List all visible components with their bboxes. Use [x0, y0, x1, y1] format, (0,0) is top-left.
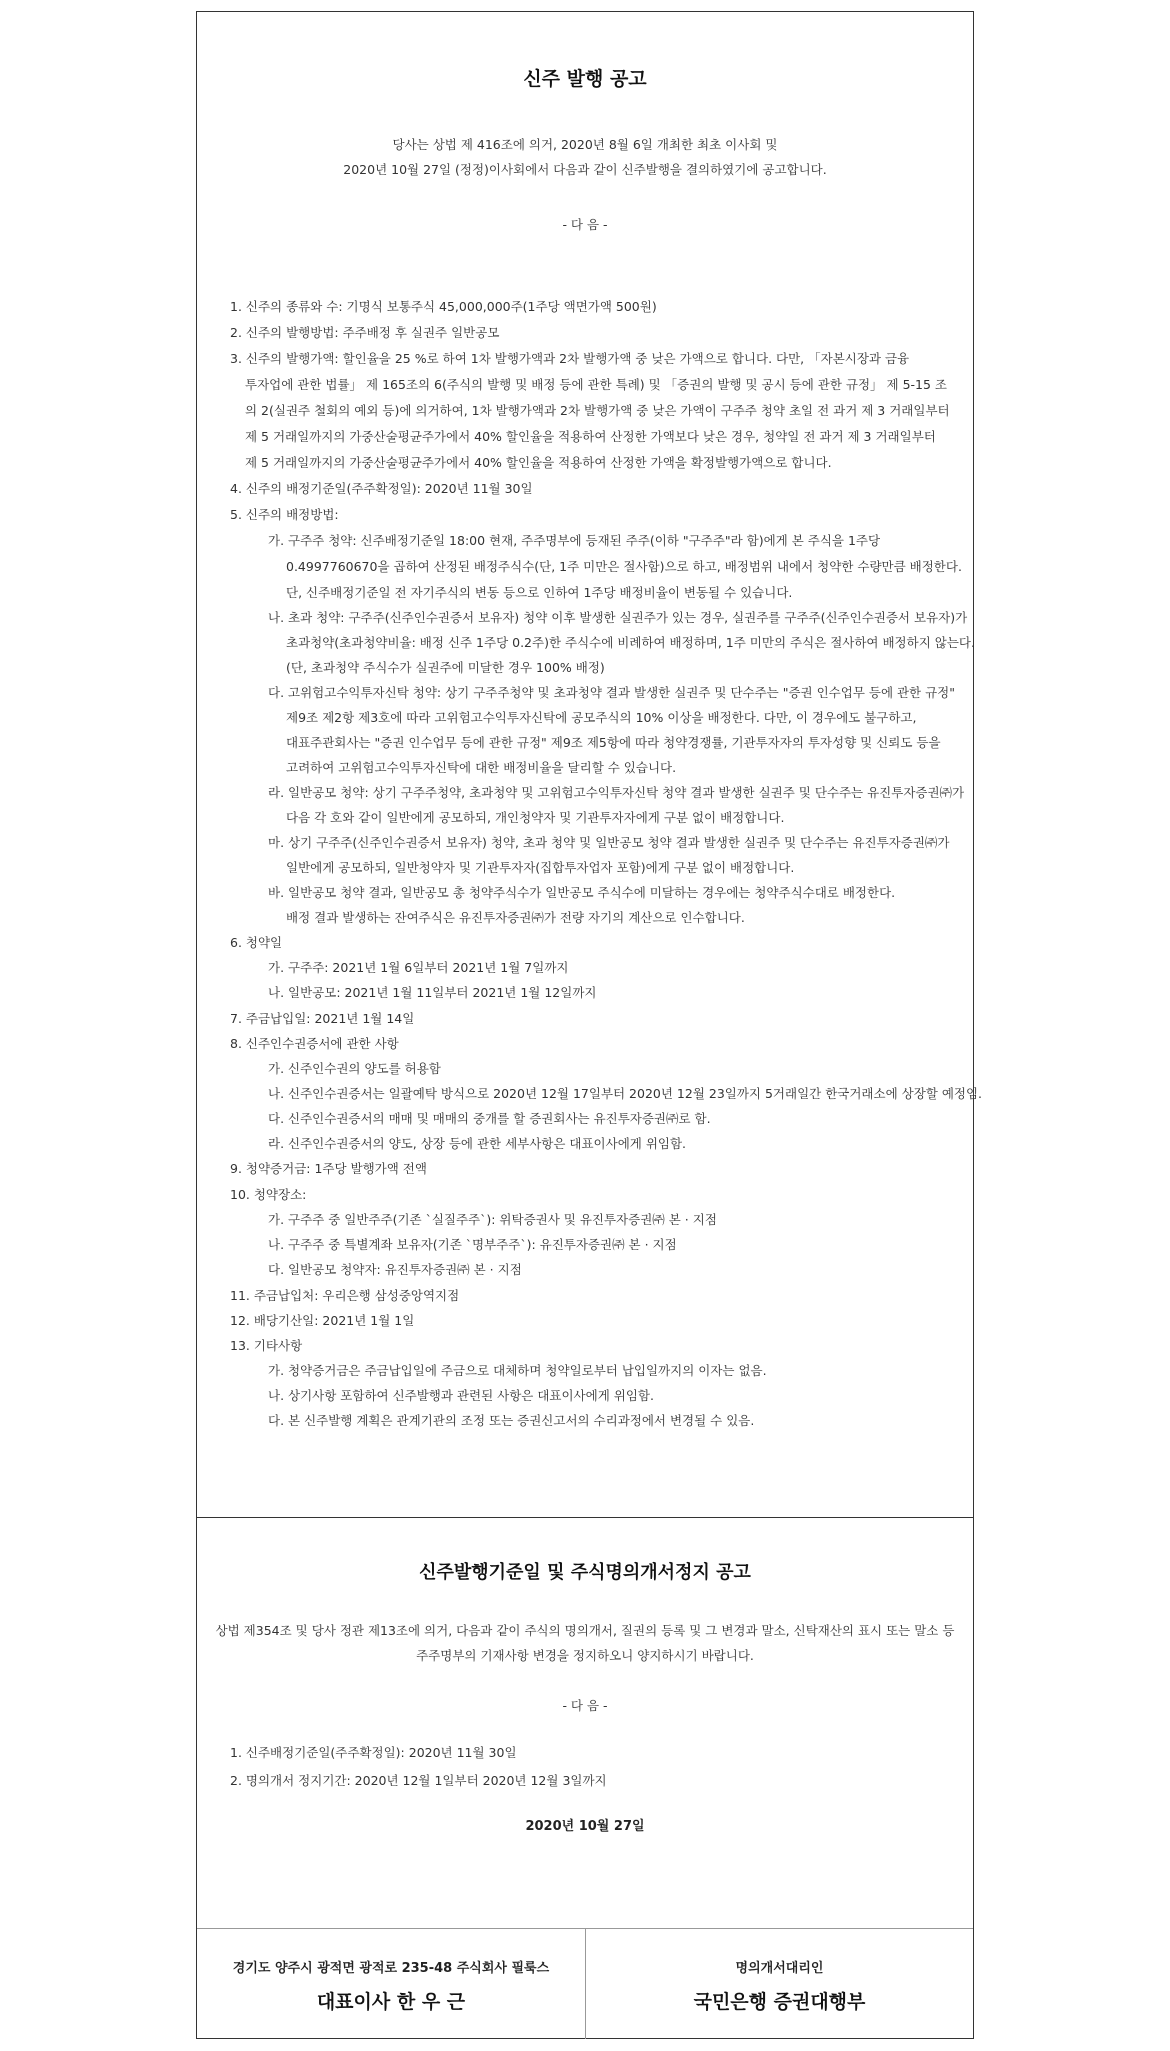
notice-item-line: 나. 일반공모: 2021년 1월 11일부터 2021년 1월 12일까지: [268, 985, 597, 1000]
new-share-issue-notice: [197, 12, 983, 1518]
notice-item-line: 다. 신주인수권증서의 매매 및 매매의 중개를 할 증권회사는 유진투자증권㈜로 함.: [268, 1111, 711, 1126]
agent-name: 국민은행 증권대행부: [693, 1991, 866, 2013]
notice-item-line: 1. 신주의 종류와 수: 기명식 보통주식 45,000,000주(1주당 액면가액 500원): [230, 299, 657, 314]
notice-divider: - 다 음 -: [562, 217, 608, 232]
notice-item-line: 7. 주금납입일: 2021년 1월 14일: [230, 1011, 415, 1026]
notice2-divider: - 다 음 -: [562, 1698, 608, 1713]
company-address: 경기도 양주시 광적면 광적로 235-48 주식회사 필룩스: [232, 1961, 550, 1976]
notice-item-line: 고려하여 고위험고수익투자신탁에 대한 배정비율을 달리할 수 있습니다.: [286, 760, 677, 775]
notice2-title: 신주발행기준일 및 주식명의개서정지 공고: [419, 1562, 751, 1583]
agent-label: 명의개서대리인: [735, 1961, 824, 1976]
notice-item-line: (단, 초과청약 주식수가 실권주에 미달한 경우 100% 배정): [286, 660, 605, 675]
notice-item-line: 배정 결과 발생하는 잔여주식은 유진투자증권㈜가 전량 자기의 계산으로 인수합니다.: [286, 910, 745, 925]
notice-item-line: 나. 신주인수권증서는 일괄예탁 방식으로 2020년 12월 17일부터 2020년 12월 23일까지 5거래일간 한국거래소에 상장할 예정임.: [268, 1086, 983, 1101]
notice-item-line: 가. 신주인수권의 양도를 허용함: [268, 1061, 441, 1076]
notice-item-line: 6. 청약일: [230, 935, 283, 950]
notice-item-line: 제9조 제2항 제3호에 따라 고위험고수익투자신탁에 공모주식의 10% 이상을 배정한다. 다만, 이 경우에도 불구하고,: [286, 710, 917, 725]
notice-item-line: 다. 고위험고수익투자신탁 청약: 상기 구주주청약 및 초과청약 결과 발생한 실권주 및 단수주는 "증권 인수업무 등에 관한 규정": [268, 685, 956, 700]
notice2-item-2: 2. 명의개서 정지기간: 2020년 12월 1일부터 2020년 12월 3일까지: [230, 1773, 607, 1788]
notice-item-line: 다음 각 호와 같이 일반에게 공모하되, 개인청약자 및 기관투자자에게 구분 없이 배정합니다.: [286, 810, 785, 825]
notice-item-line: 나. 초과 청약: 구주주(신주인수권증서 보유자) 청약 이후 발생한 실권주가 있는 경우, 실권주를 구주주(신주인수권증서 보유자)가: [268, 610, 968, 625]
notice2-item-1: 1. 신주배정기준일(주주확정일): 2020년 11월 30일: [230, 1745, 517, 1760]
notice-item-line: 가. 구주주: 2021년 1월 6일부터 2021년 1월 7일까지: [268, 960, 569, 975]
notice-item-line: 다. 본 신주발행 계획은 관계기관의 조정 또는 증권신고서의 수리과정에서 변경될 수 있음.: [268, 1413, 755, 1428]
notice-item-line: 투자업에 관한 법률」 제 165조의 6(주식의 발행 및 배정 등에 관한 특례) 및 「증권의 발행 및 공시 등에 관한 규정」 제 5-15 조: [245, 377, 948, 392]
notice-intro-line-1: 당사는 상법 제 416조에 의거, 2020년 8월 6일 개최한 최초 이사회 및: [392, 137, 778, 152]
notice-item-line: 제 5 거래일까지의 가중산술평균주가에서 40% 할인율을 적용하여 산정한 가액보다 낮은 경우, 청약일 전 과거 제 3 거래일부터: [245, 429, 936, 444]
notice-item-line: 2. 신주의 발행방법: 주주배정 후 실권주 일반공모: [230, 325, 500, 340]
notice-item-line: 바. 일반공모 청약 결과, 일반공모 총 청약주식수가 일반공모 주식수에 미달하는 경우에는 청약주식수대로 배정한다.: [268, 885, 896, 900]
notice2-intro-line-2: 주주명부의 기재사항 변경을 정지하오니 양지하시기 바랍니다.: [416, 1648, 754, 1663]
notice-item-line: 나. 상기사항 포함하여 신주발행과 관련된 사항은 대표이사에게 위임함.: [268, 1388, 654, 1403]
notice-intro-line-2: 2020년 10월 27일 (정정)이사회에서 다음과 같이 신주발행을 결의하였기에 공고합니다.: [343, 162, 827, 177]
notice-item-line: 12. 배당기산일: 2021년 1월 1일: [230, 1313, 415, 1328]
notice-item-line: 5. 신주의 배정방법:: [230, 507, 339, 522]
notice-item-line: 가. 구주주 청약: 신주배정기준일 18:00 현재, 주주명부에 등재된 주주(이하 "구주주"라 함)에게 본 주식을 1주당: [268, 533, 881, 548]
signature-block: [197, 1928, 973, 2039]
notice-item-line: 나. 구주주 중 특별계좌 보유자(기존 `명부주주`): 유진투자증권㈜ 본 · 지점: [268, 1237, 677, 1252]
notice-item-line: 13. 기타사항: [230, 1338, 303, 1353]
notice-item-line: 초과청약(초과청약비율: 배정 신주 1주당 0.2주)한 주식수에 비례하여 배정하며, 1주 미만의 주식은 절사하여 배정하지 않는다.: [286, 635, 975, 650]
notice-item-line: 대표주관회사는 "증권 인수업무 등에 관한 규정" 제9조 제5항에 따라 청약경쟁률, 기관투자자의 투자성향 및 신뢰도 등을: [286, 735, 941, 750]
company-signature: [197, 1929, 586, 2039]
notice-item-line: 라. 신주인수권증서의 양도, 상장 등에 관한 세부사항은 대표이사에게 위임함.: [268, 1136, 687, 1151]
notice-item-line: 가. 청약증거금은 주금납입일에 주금으로 대체하며 청약일로부터 납입일까지의 이자는 없음.: [268, 1363, 767, 1378]
notice-item-line: 마. 상기 구주주(신주인수권증서 보유자) 청약, 초과 청약 및 일반공모 청약 결과 발생한 실권주 및 단수주는 유진투자증권㈜가: [268, 835, 950, 850]
notice-item-line: 다. 일반공모 청약자: 유진투자증권㈜ 본 · 지점: [268, 1262, 522, 1277]
notice-item-line: 단, 신주배정기준일 전 자기주식의 변동 등으로 인하여 1주당 배정비율이 변동될 수 있습니다.: [286, 585, 793, 600]
notice-title: 신주 발행 공고: [523, 68, 647, 90]
notice-item-line: 3. 신주의 발행가액: 할인율을 25 %로 하여 1차 발행가액과 2차 발행가액 중 낮은 가액으로 합니다. 다만, 「자본시장과 금융: [230, 351, 910, 366]
notice-item-line: 일반에게 공모하되, 일반청약자 및 기관투자자(집합투자업자 포함)에게 구분 없이 배정합니다.: [286, 860, 795, 875]
notice-item-line: 9. 청약증거금: 1주당 발행가액 전액: [230, 1161, 427, 1176]
notice2-intro-line-1: 상법 제354조 및 당사 정관 제13조에 의거, 다음과 같이 주식의 명의개서, 질권의 등록 및 그 변경과 말소, 신탁재산의 표시 또는 말소 등: [215, 1623, 955, 1638]
notice-item-line: 0.4997760670을 곱하여 산정된 배정주식수(단, 1주 미만은 절사함)으로 하고, 배정범위 내에서 청약한 수량만큼 배정한다.: [286, 559, 962, 574]
representative-name: 대표이사 한 우 근: [316, 1991, 466, 2013]
notice-item-line: 11. 주금납입처: 우리은행 삼성중앙역지점: [230, 1288, 460, 1303]
notice-item-line: 8. 신주인수권증서에 관한 사항: [230, 1036, 399, 1051]
notice-item-line: 10. 청약장소:: [230, 1187, 307, 1202]
notice-item-line: 의 2(실권주 철회의 예외 등)에 의거하여, 1차 발행가액과 2차 발행가액 중 낮은 가액이 구주주 청약 초일 전 과거 제 3 거래일부터: [245, 403, 950, 418]
notice-frame: [196, 11, 983, 2039]
notice-item-line: 라. 일반공모 청약: 상기 구주주청약, 초과청약 및 고위험고수익투자신탁 청약 결과 발생한 실권주 및 단수주는 유진투자증권㈜가: [268, 785, 965, 800]
notice-item-line: 가. 구주주 중 일반주주(기존 `실질주주`): 위탁증권사 및 유진투자증권㈜ 본 · 지점: [268, 1212, 717, 1227]
agent-signature: [586, 1929, 973, 2039]
notice-item-line: 제 5 거래일까지의 가중산술평균주가에서 40% 할인율을 적용하여 산정한 가액을 확정발행가액으로 합니다.: [245, 455, 832, 470]
record-date-notice: [197, 1518, 973, 1938]
notice-item-line: 4. 신주의 배정기준일(주주확정일): 2020년 11월 30일: [230, 481, 533, 496]
notice-date: 2020년 10월 27일: [525, 1819, 645, 1834]
